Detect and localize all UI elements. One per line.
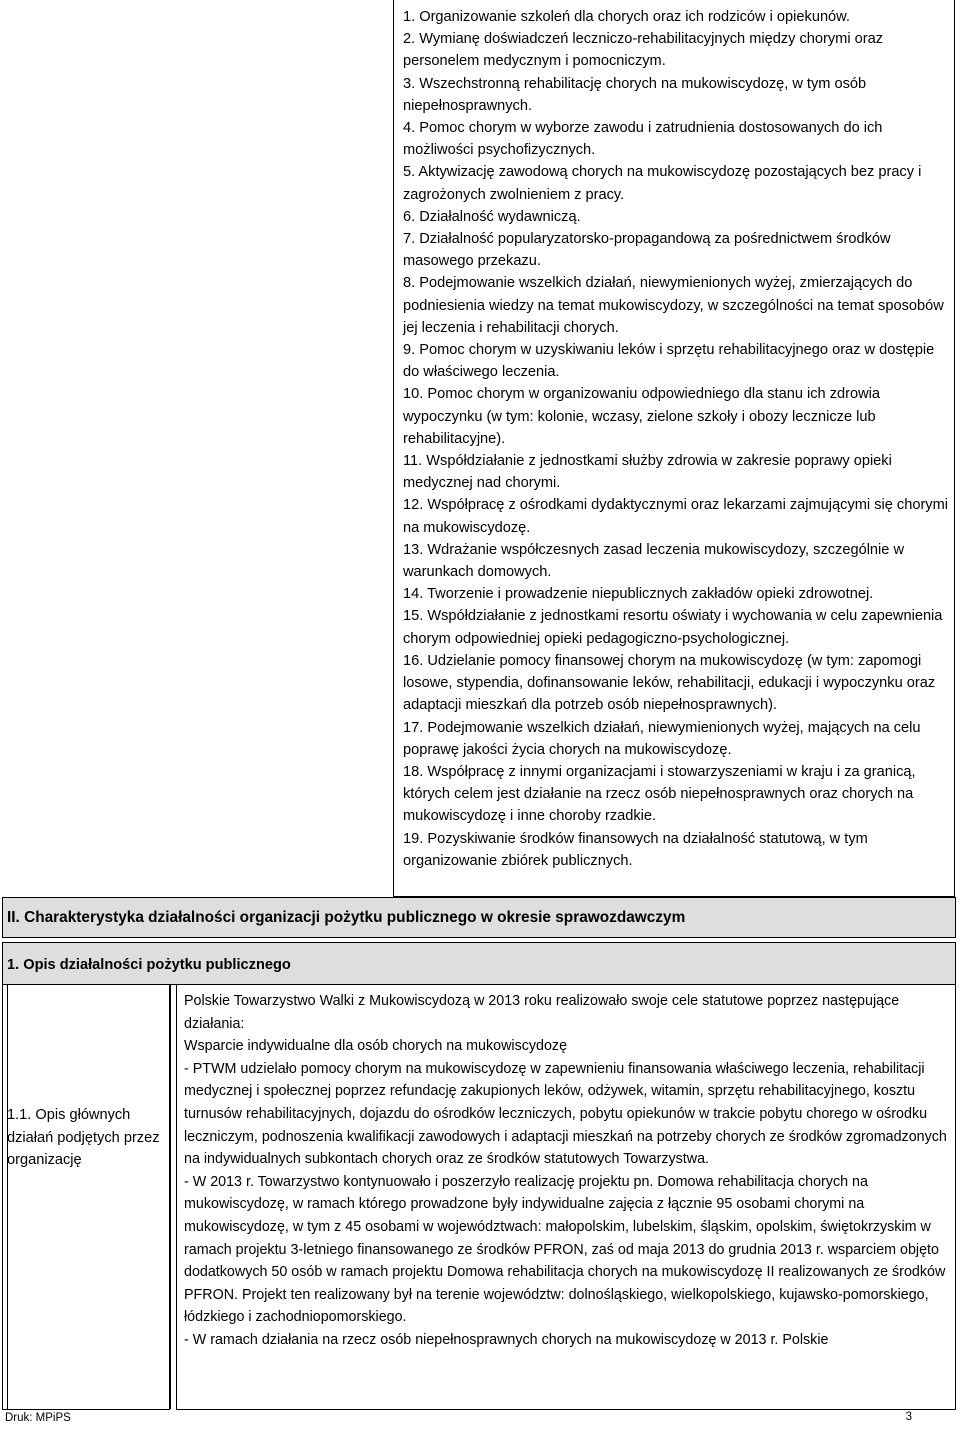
- statutory-goals-box: [393, 0, 955, 897]
- footer-print-label: Druk: MPiPS: [5, 1412, 71, 1424]
- goal-item: 8. Podejmowanie wszelkich działań, niewymienionych wyżej, zmierzających do podniesienia wiedzy na temat mukowiscydozy, w szczególności na temat sposobów jej leczenia i rehabilitacji chorych.: [403, 275, 944, 336]
- row-label-inner-border: [7, 985, 171, 1409]
- goal-item: 19. Pozyskiwanie środków finansowych na działalność statutową, w tym organizowanie zbiórek publicznych.: [403, 830, 868, 869]
- goal-item: 18. Współpracę z innymi organizacjami i stowarzyszeniami w kraju i za granicą, których celem jest działanie na rzecz osób niepełnosprawnych oraz chorych na mukowiscydozę i inne choroby rzadkie.: [403, 763, 916, 825]
- goal-item: 14. Tworzenie i prowadzenie niepublicznych zakładów opieki zdrowotnej.: [403, 586, 874, 603]
- goal-item: 5. Aktywizację zawodową chorych na mukowiscydozę pozostających bez pracy i zagrożonych zwolnieniem z pracy.: [403, 164, 922, 203]
- paragraph: - W 2013 r. Towarzystwo kontynuowało i poszerzyło realizację projektu pn. Domowa rehabilitacja chorych na mukowiscydozę, w ramach którego prowadzone były indywidualne zajęcia z łącznie 95 osobami chorymi na mukowiscydozę, w tym z 45 osobami w województwach: małopolskim, lubelskim, śląskim, opolskim, świętokrzyskim w ramach projektu 3-letniego finansowanego ze środków PFRON, zaś od maja 2013 do grudnia 2013 r. wsparciem objęto dodatkowych 50 osób w ramach projektu Domowa rehabilitacja chorych na mukowiscydozę II realizowanych ze środków PFRON. Projekt ten realizowany był na terenie województw: dolnośląskiego, wielkopolskiego, kujawsko-pomorskiego, łódzkiego i zachodniopomorskiego.: [184, 1173, 946, 1326]
- paragraph: - PTWM udzielało pomocy chorym na mukowiscydozę w zapewnieniu finansowania właściwego leczenia, rehabilitacji medycznej i społecznej poprzez refundację zakupionych leków, odżywek, witamin, sprzętu rehabilitacyjnego, kosztu turnusów rehabilitacyjnych, dojazdu do ośrodków leczniczych, pobytu opiekunów w trakcie pobytu chorego w ośrodku leczniczym, podnoszenia kwalifikacji zawodowych i adaptacji mieszkań na potrzeby chorych ze środków zgromadzonych na indywidualnych subkontach chorych oraz ze środków statutowych Towarzystwa.: [184, 1060, 947, 1168]
- goal-item: 11. Współdziałanie z jednostkami służby zdrowia w zakresie poprawy opieki medycznej nad chorymi.: [403, 453, 892, 492]
- statutory-goals-list: [403, 6, 949, 872]
- goal-item: 15. Współdziałanie z jednostkami resortu oświaty i wychowania w celu zapewnienia chorym odpowiedniej opieki pedagogiczno-psychologicznej.: [403, 608, 943, 647]
- page-number: 3: [905, 1411, 912, 1423]
- section-2-header: II. Charakterystyka działalności organizacji pożytku publicznego w okresie sprawozdawczym: [2, 897, 956, 938]
- goal-item: 13. Wdrażanie współczesnych zasad leczenia mukowiscydozy, szczególnie w warunkach domowych.: [403, 541, 905, 581]
- goal-item: 9. Pomoc chorym w uzyskiwaniu leków i sprzętu rehabilitacyjnego oraz w dostępie do właściwego leczenia.: [403, 342, 935, 381]
- row-label-main-activities: 1.1. Opis głównych działań podjętych przez organizację: [7, 1107, 160, 1168]
- goal-item: 10. Pomoc chorym w organizowaniu odpowiedniego dla stanu ich zdrowia wypoczynku (w tym: kolonie, wczasy, zielone szkoły i obozy lecznicze lub rehabilitacyjne).: [403, 386, 880, 447]
- goal-item: 2. Wymianę doświadczeń leczniczo-rehabilitacyjnych między chorymi oraz personelem medycznym i pomocniczym.: [403, 31, 884, 70]
- goal-item: 17. Podejmowanie wszelkich działań, niewymienionych wyżej, mających na celu poprawę jakości życia chorych na mukowiscydozę.: [403, 719, 921, 758]
- goal-item: 6. Działalność wydawniczą.: [403, 208, 581, 225]
- section-2-1-header: 1. Opis działalności pożytku publicznego: [2, 942, 956, 985]
- goal-item: 1. Organizowanie szkoleń dla chorych oraz ich rodziców i opiekunów.: [403, 9, 850, 25]
- row-label-cell: [2, 985, 170, 1410]
- goal-item: 4. Pomoc chorym w wyborze zawodu i zatrudnienia dostosowanych do ich możliwości psychofizycznych.: [403, 120, 883, 159]
- goal-item: 7. Działalność popularyzatorsko-propagandową za pośrednictwem środków masowego przekazu.: [403, 231, 891, 270]
- paragraph: Polskie Towarzystwo Walki z Mukowiscydozą w 2013 roku realizowało swoje cele statutowe poprzez następujące działania:: [184, 993, 900, 1032]
- paragraph: - W ramach działania na rzecz osób niepełnosprawnych chorych na mukowiscydozę w 2013 r. Polskie: [184, 1331, 829, 1348]
- goal-item: 16. Udzielanie pomocy finansowej chorym na mukowiscydozę (w tym: zapomogi losowe, stypendia, dofinansowanie leków, rehabilitacji, edukacji i wypoczynku oraz adaptacji mieszkań dla potrzeb osób niepełnosprawnych).: [403, 652, 936, 714]
- activities-description: [184, 990, 954, 1352]
- goal-item: 12. Współpracę z ośrodkami dydaktycznymi oraz lekarzami zajmującymi się chorymi na mukowiscydozę.: [403, 497, 948, 536]
- goal-item: 3. Wszechstronną rehabilitację chorych na mukowiscydozę, w tym osób niepełnosprawnych.: [403, 75, 867, 114]
- paragraph: Wsparcie indywidualne dla osób chorych na mukowiscydozę: [184, 1038, 568, 1055]
